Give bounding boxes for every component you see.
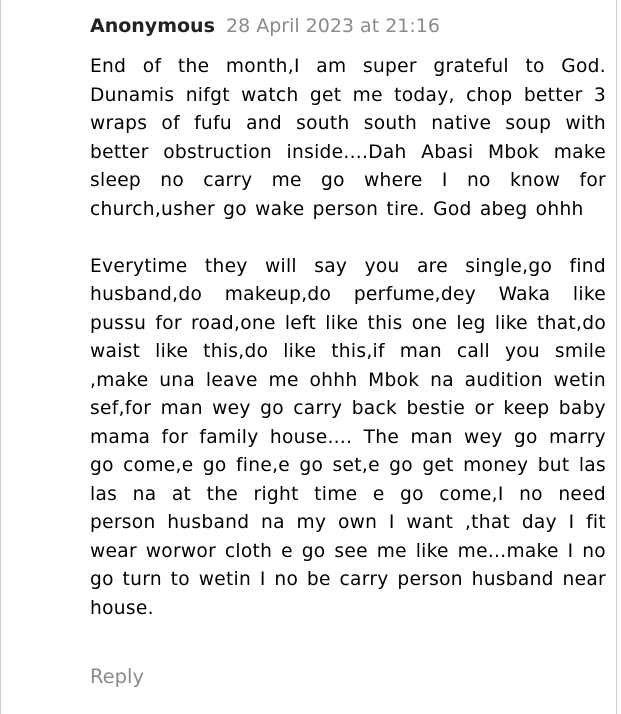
comment-timestamp[interactable]: 28 April 2023 at 21:16 — [225, 15, 440, 37]
comment-body — [90, 53, 606, 623]
comment-author: Anonymous — [90, 15, 215, 37]
comment-paragraph: Everytime they will say you are single,go find husband,do makeup,do perfume,dey Waka like pussu for road,one left like this one leg like that,do waist like this,do like this,if man call you smile ,make una leave me ohhh Mbok na audition wetin sef,for man wey go carry back bestie or keep baby mama for family house.... The man wey go marry go come,e go fine,e go set,e go get money but las las na at the right time e go come,I no need person husband na my own I want ,that day I fit wear worwor cloth e go see me like me...make I no go turn to wetin I no be carry person husband near house. — [90, 255, 606, 619]
comment-header — [90, 12, 440, 41]
comment-paragraph: End of the month,I am super grateful to God. Dunamis nifgt watch get me today, chop better 3 wraps of fufu and south south native soup with better obstruction inside....Dah Abasi Mbok make sleep no carry me go where I no know for church,usher go wake person tire. God abeg ohhh — [90, 56, 606, 220]
reply-link[interactable]: Reply — [90, 665, 145, 688]
